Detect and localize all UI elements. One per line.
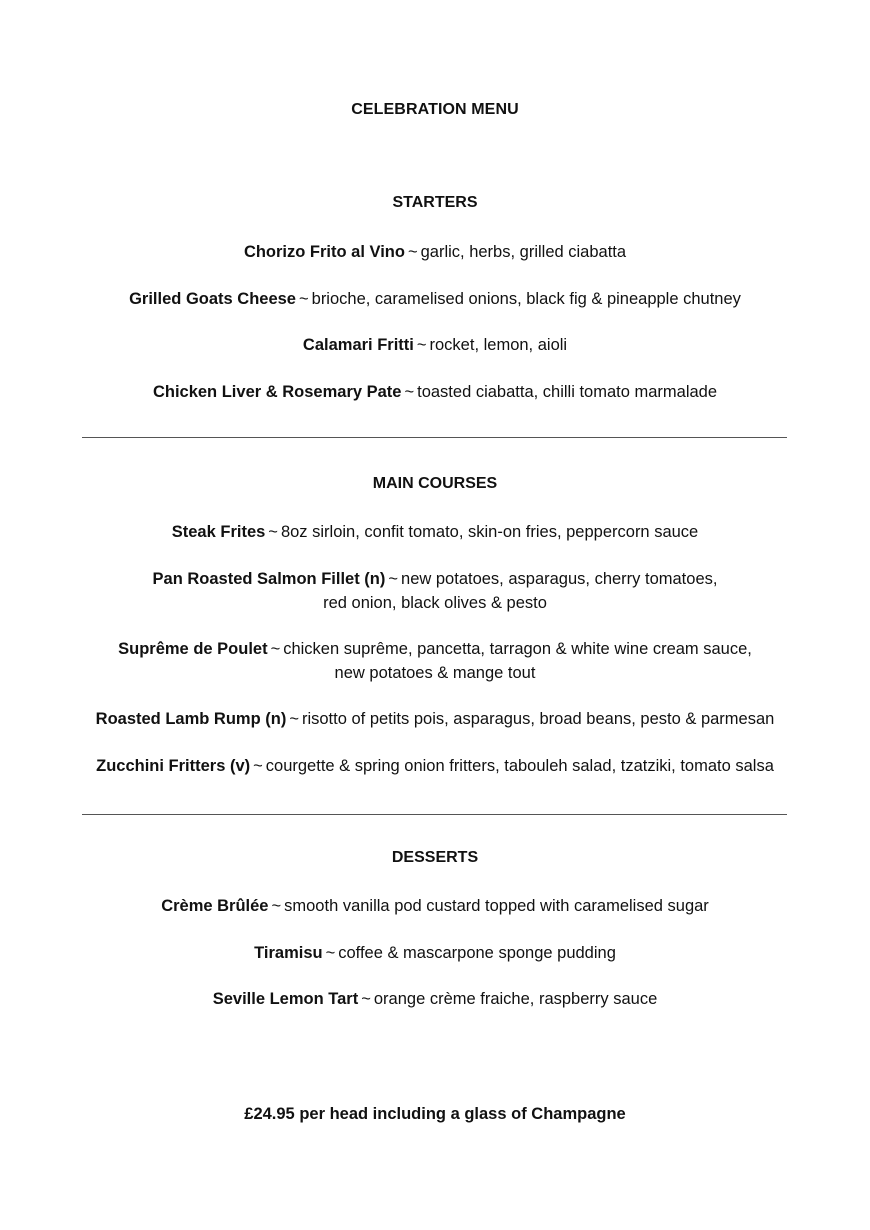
dish-separator: ~ xyxy=(416,336,427,354)
dish-name: Steak Frites xyxy=(171,523,266,541)
dish-name: Chorizo Frito al Vino xyxy=(243,243,405,261)
dish-name: Seville Lemon Tart xyxy=(212,990,359,1008)
main-item xyxy=(0,754,870,778)
main-item xyxy=(0,707,870,731)
dish-description: brioche, caramelised onions, black fig & pineapple chutney xyxy=(311,290,741,308)
dish-description: risotto of petits pois, asparagus, broad beans, pesto & parmesan xyxy=(301,710,775,728)
dish-separator: ~ xyxy=(268,523,278,541)
dish-separator: ~ xyxy=(253,757,263,775)
dish-description: coffee & mascarpone sponge pudding xyxy=(338,944,616,962)
dish-description: new potatoes, asparagus, cherry tomatoes, xyxy=(401,570,718,588)
dish-description: toasted ciabatta, chilli tomato marmalade xyxy=(417,383,718,401)
dish-separator: ~ xyxy=(270,640,281,658)
dessert-item xyxy=(0,987,870,1011)
dish-name: Tiramisu xyxy=(254,944,323,962)
main-item xyxy=(0,567,870,615)
desserts-heading: DESSERTS xyxy=(391,849,479,866)
section-divider xyxy=(82,814,787,815)
dish-name: Calamari Fritti xyxy=(302,336,414,354)
dish-name: Grilled Goats Cheese xyxy=(129,290,296,308)
dish-description-continued: red onion, black olives & pesto xyxy=(323,594,547,612)
dish-description: 8oz sirloin, confit tomato, skin-on fries, peppercorn sauce xyxy=(280,523,699,541)
dish-description: orange crème fraiche, raspberry sauce xyxy=(373,990,658,1008)
dish-name: Crème Brûlée xyxy=(161,897,269,915)
starters-heading: STARTERS xyxy=(392,194,478,211)
price-note: £24.95 per head including a glass of Champagne xyxy=(244,1105,626,1123)
dish-separator: ~ xyxy=(289,710,299,728)
dish-separator: ~ xyxy=(404,383,415,401)
menu-title: CELEBRATION MENU xyxy=(351,101,519,118)
dish-description: chicken suprême, pancetta, tarragon & white wine cream sauce, xyxy=(283,640,752,658)
dish-description: garlic, herbs, grilled ciabatta xyxy=(420,243,627,261)
dish-description-continued: new potatoes & mange tout xyxy=(334,664,536,682)
dish-name: Pan Roasted Salmon Fillet (n) xyxy=(152,570,386,588)
section-divider xyxy=(82,437,787,438)
dish-separator: ~ xyxy=(407,243,418,261)
dish-description: rocket, lemon, aioli xyxy=(429,336,568,354)
dessert-item xyxy=(0,894,870,918)
dessert-item xyxy=(0,941,870,965)
dish-separator: ~ xyxy=(388,570,399,588)
starter-item xyxy=(0,240,870,264)
main-item xyxy=(0,637,870,685)
dish-name: Roasted Lamb Rump (n) xyxy=(95,710,287,728)
dish-name: Chicken Liver & Rosemary Pate xyxy=(152,383,402,401)
dish-name: Zucchini Fritters (v) xyxy=(96,757,251,775)
dish-description: smooth vanilla pod custard topped with caramelised sugar xyxy=(284,897,709,915)
dish-separator: ~ xyxy=(299,290,309,308)
mains-heading: MAIN COURSES xyxy=(372,475,498,492)
starter-item xyxy=(0,380,870,404)
starter-item xyxy=(0,333,870,357)
starter-item xyxy=(0,287,870,311)
main-item xyxy=(0,520,870,544)
dish-name: Suprême de Poulet xyxy=(118,640,268,658)
dish-separator: ~ xyxy=(361,990,371,1008)
dish-separator: ~ xyxy=(325,944,336,962)
dish-separator: ~ xyxy=(271,897,282,915)
dish-description: courgette & spring onion fritters, tabouleh salad, tzatziki, tomato salsa xyxy=(265,757,774,775)
